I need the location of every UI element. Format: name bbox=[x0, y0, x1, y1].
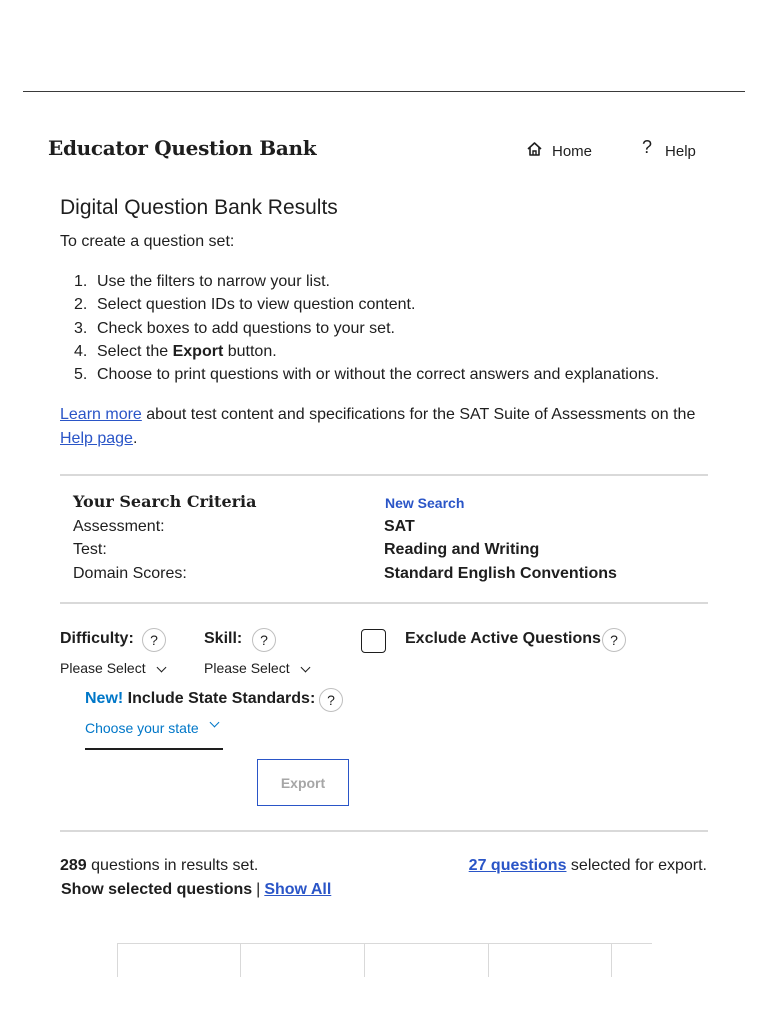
skill-help-icon[interactable]: ? bbox=[252, 628, 276, 652]
table-column bbox=[240, 944, 241, 977]
chevron-down-icon bbox=[300, 662, 310, 672]
selected-questions-link[interactable]: 27 questions bbox=[468, 857, 567, 874]
state-select-value: Choose your state bbox=[85, 720, 199, 736]
criteria-label-domain: Domain Scores: bbox=[73, 565, 187, 582]
app-title: Educator Question Bank bbox=[48, 136, 317, 160]
show-all-link[interactable]: Show All bbox=[264, 881, 332, 898]
state-standards-text: Include State Standards: bbox=[123, 690, 316, 707]
help-icon: ? bbox=[642, 137, 653, 157]
learn-more-paragraph bbox=[60, 403, 710, 451]
step-number: 4. bbox=[74, 342, 88, 360]
state-select[interactable] bbox=[85, 720, 223, 750]
results-table bbox=[117, 943, 652, 977]
step-text: Select question IDs to view question content. bbox=[97, 296, 416, 314]
help-page-link[interactable]: Help page bbox=[60, 430, 133, 447]
home-icon bbox=[526, 141, 552, 161]
step-text-before: Select the bbox=[97, 342, 173, 360]
list-item bbox=[60, 272, 720, 295]
instructions-list bbox=[60, 272, 720, 388]
results-count-text: questions in results set. bbox=[86, 857, 259, 874]
criteria-value-domain: Standard English Conventions bbox=[384, 565, 617, 582]
export-button[interactable]: Export bbox=[257, 759, 349, 806]
list-item bbox=[60, 295, 720, 318]
step-number: 5. bbox=[74, 366, 88, 384]
chevron-down-icon bbox=[209, 718, 219, 728]
criteria-label-test: Test: bbox=[73, 541, 107, 558]
divider bbox=[60, 830, 708, 832]
show-separator: | bbox=[256, 881, 261, 898]
intro-text: To create a question set: bbox=[60, 233, 235, 250]
exclude-active-checkbox[interactable] bbox=[361, 629, 386, 653]
nav-home-link[interactable] bbox=[526, 141, 592, 161]
list-item bbox=[60, 319, 720, 342]
divider bbox=[60, 602, 708, 604]
selected-count bbox=[469, 857, 707, 875]
criteria-value-assessment: SAT bbox=[384, 518, 415, 535]
results-count bbox=[60, 857, 258, 875]
state-standards-label bbox=[85, 690, 315, 708]
table-column bbox=[364, 944, 365, 977]
show-selected-button[interactable]: Show selected questions bbox=[61, 881, 253, 898]
state-standards-help-icon[interactable]: ? bbox=[319, 688, 343, 712]
step-number: 1. bbox=[74, 273, 88, 290]
nav-help-label: Help bbox=[665, 143, 696, 160]
list-item bbox=[60, 365, 720, 388]
new-badge: New! bbox=[85, 690, 124, 707]
step-text-after: button. bbox=[223, 342, 277, 360]
new-search-link[interactable]: New Search bbox=[385, 495, 465, 511]
list-item bbox=[60, 342, 720, 365]
app-header bbox=[48, 136, 708, 168]
nav-help-link[interactable] bbox=[642, 137, 696, 162]
difficulty-select-value: Please Select bbox=[60, 660, 146, 676]
skill-select[interactable] bbox=[204, 660, 309, 676]
table-column bbox=[488, 944, 489, 977]
selected-count-text: selected for export. bbox=[566, 857, 707, 874]
criteria-value-test: Reading and Writing bbox=[384, 541, 540, 558]
exclude-active-label: Exclude Active Questions bbox=[405, 630, 601, 647]
step-text: Choose to print questions with or without the correct answers and explanations. bbox=[97, 366, 660, 384]
step-text: Check boxes to add questions to your set. bbox=[97, 319, 395, 337]
difficulty-label: Difficulty: bbox=[60, 630, 134, 647]
criteria-label-assessment: Assessment: bbox=[73, 518, 165, 535]
page-title: Digital Question Bank Results bbox=[60, 196, 338, 219]
step-text-bold: Export bbox=[172, 342, 224, 360]
exclude-active-help-icon[interactable]: ? bbox=[602, 628, 626, 652]
learn-more-end: . bbox=[132, 430, 138, 447]
table-column bbox=[611, 944, 612, 977]
step-number: 3. bbox=[74, 319, 88, 337]
search-criteria-title: Your Search Criteria bbox=[73, 492, 257, 511]
nav-home-label: Home bbox=[552, 142, 593, 160]
difficulty-select[interactable] bbox=[60, 660, 165, 676]
results-count-number: 289 bbox=[60, 857, 87, 874]
step-text: Use the filters to narrow your list. bbox=[97, 273, 330, 290]
step-number: 2. bbox=[74, 296, 88, 314]
difficulty-help-icon[interactable]: ? bbox=[142, 628, 166, 652]
learn-more-text: about test content and specifications for the SAT Suite of Assessments on the bbox=[141, 406, 696, 423]
show-toggle-row bbox=[61, 881, 331, 899]
skill-label: Skill: bbox=[204, 630, 243, 647]
top-divider bbox=[23, 91, 745, 92]
chevron-down-icon bbox=[156, 662, 166, 672]
skill-select-value: Please Select bbox=[204, 660, 290, 676]
table-column bbox=[117, 944, 118, 977]
divider bbox=[60, 474, 708, 476]
learn-more-link[interactable]: Learn more bbox=[60, 406, 142, 423]
